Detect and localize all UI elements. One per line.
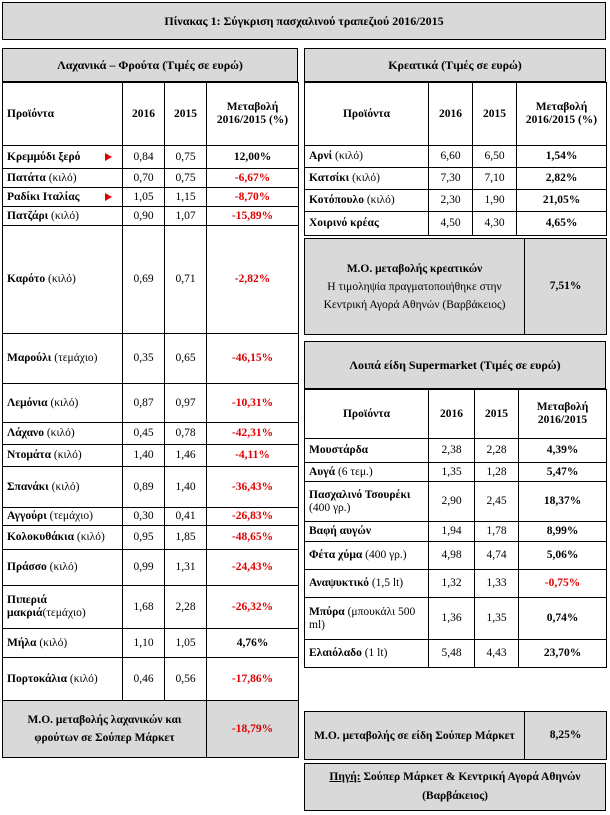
product-unit: (τεμάχιο) [51,352,98,364]
header-product: Προϊόντα [305,83,429,146]
price-2015: 0,71 [165,226,207,334]
meat-table [304,82,607,236]
price-2016: 1,94 [429,522,475,542]
change-percent: -10,31% [207,384,299,423]
vegetables-row [3,423,299,445]
header-change: Μεταβολή 2016/2015 (%) [517,83,607,146]
product-name [305,570,429,598]
product-name [3,629,123,658]
price-2015: 1,78 [475,522,519,542]
change-percent: -8,70% [207,188,299,207]
vegetables-row [3,188,299,207]
change-percent: -4,11% [207,445,299,467]
source-label: Πηγή: [329,771,361,783]
supermarket-row [305,522,607,542]
product-label: Μουστάρδα [309,444,369,456]
product-unit: (μπουκάλι 500 ml) [309,605,416,631]
product-label: Καρότο [7,273,46,285]
product-label: Ντομάτα [7,449,52,461]
change-percent: -0,75% [519,570,607,598]
product-name [3,445,123,467]
price-2015: 1,15 [165,188,207,207]
product-label: Κατσίκι [309,172,350,184]
product-label: Βαφή αυγών [309,525,371,537]
price-2016: 0,87 [123,384,165,423]
product-label: Πιπεριά μακριά [7,594,47,619]
vegetables-table [2,82,299,758]
meat-row [305,212,607,236]
supermarket-row [305,482,607,522]
price-2016: 0,70 [123,169,165,188]
price-2016: 0,46 [123,658,165,701]
price-2015: 2,45 [475,482,519,522]
price-2015: 2,28 [475,439,519,463]
price-2015: 1,28 [475,463,519,482]
price-2015: 0,56 [165,658,207,701]
price-2016: 4,50 [429,212,473,236]
product-name [3,188,123,207]
product-name [3,423,123,445]
product-name [305,463,429,482]
product-label: Αγγούρι [7,510,47,522]
price-2016: 2,30 [429,190,473,212]
change-percent: 5,47% [519,463,607,482]
change-percent: 12,00% [207,146,299,169]
price-2016: 0,90 [123,207,165,226]
price-2015: 4,30 [473,212,517,236]
table-title [2,2,606,40]
price-2015: 1,40 [165,467,207,508]
product-unit: (κιλό) [36,636,68,649]
product-label: Ραδίκι Ιταλίας [7,190,80,203]
vegetables-row [3,169,299,188]
meat-average-value: 7,51% [525,239,607,335]
vegetables-row [3,226,299,334]
product-name [305,146,429,168]
product-label: Κολοκυθάκια [7,531,75,543]
vegetables-row [3,384,299,423]
change-percent: 4,76% [207,629,299,658]
header-2015: 2015 [473,83,517,146]
product-label: Κοτόπουλο [309,194,364,206]
product-name [3,550,123,586]
product-unit: (κιλό) [48,209,79,222]
header-change: Μεταβολή 2016/2015 [519,390,607,439]
product-unit: (400 γρ.) [362,549,407,561]
header-product: Προϊόντα [3,83,123,146]
price-2015: 0,78 [165,423,207,445]
price-2016: 0,99 [123,550,165,586]
product-unit: (κιλό) [43,427,75,439]
price-2016: 0,89 [123,467,165,508]
change-percent: 23,70% [519,640,607,668]
price-2015: 1,90 [473,190,517,212]
supermarket-row [305,542,607,570]
product-unit: (1 lt) [361,647,388,659]
supermarket-row [305,439,607,463]
meat-header-row [305,83,607,146]
price-2016: 7,30 [429,168,473,190]
vegetables-average-row [3,701,299,758]
product-label: Σπανάκι [7,480,49,493]
change-percent: 1,54% [517,146,607,168]
product-name [3,226,123,334]
change-percent: 2,82% [517,168,607,190]
price-2016: 1,05 [123,188,165,207]
vegetables-row [3,658,299,701]
supermarket-average-value: 8,25% [525,712,607,760]
vegetables-row [3,467,299,508]
price-2016: 0,35 [123,334,165,384]
vegetables-row [3,629,299,658]
change-percent: -26,83% [207,508,299,526]
product-label: Μήλα [7,636,37,649]
vegetables-row [3,334,299,384]
supermarket-row [305,598,607,640]
header-2016: 2016 [123,83,165,146]
product-name [3,169,123,188]
supermarket-average [304,711,607,760]
vegetables-row [3,146,299,169]
vegetables-row [3,526,299,550]
price-2016: 2,38 [429,439,475,463]
vegetables-row [3,508,299,526]
red-triangle-icon [105,153,112,161]
meat-section-title: Κρεατικά (Τιμές σε ευρώ) [304,48,606,82]
table-title-text: Πίνακας 1: Σύγκριση πασχαλινού τραπεζιού 2016/2015 [164,13,444,28]
price-2016: 5,48 [429,640,475,668]
header-2015: 2015 [165,83,207,146]
price-2015: 4,43 [475,640,519,668]
price-2015: 0,41 [165,508,207,526]
price-2015: 1,35 [475,598,519,640]
change-percent: 0,74% [519,598,607,640]
change-percent: 8,99% [519,522,607,542]
change-percent: -2,82% [207,226,299,334]
change-percent: -48,65% [207,526,299,550]
product-unit: (κιλό) [45,171,77,184]
header-change: Μεταβολή 2016/2015 (%) [207,83,299,146]
product-label: Κρεμμύδι ξερό [7,150,81,163]
vegetables-section-title: Λαχανικά – Φρούτα (Τιμές σε ευρώ) [2,48,298,82]
product-name [305,542,429,570]
header-2016: 2016 [429,390,475,439]
product-label: Μαρούλι [7,352,52,364]
vegetables-average-value: -18,79% [207,701,299,758]
price-2015: 1,46 [165,445,207,467]
header-product: Προϊόντα [305,390,429,439]
meat-average-label: Μ.Ο. μεταβολής κρεατικών Η τιμοληψία πραγματοποιήθηκε στην Κεντρική Αγορά Αθηνών (Βαρβάκειος) [305,239,525,335]
change-percent: -17,86% [207,658,299,701]
supermarket-table [304,389,607,668]
product-name [3,467,123,508]
change-percent: -6,67% [207,169,299,188]
price-2015: 6,50 [473,146,517,168]
change-percent: -36,43% [207,467,299,508]
price-2016: 2,90 [429,482,475,522]
change-percent: 4,39% [519,439,607,463]
product-name [3,526,123,550]
change-percent: -42,31% [207,423,299,445]
change-percent: -46,15% [207,334,299,384]
supermarket-section-title: Λοιπά είδη Supermarket (Τιμές σε ευρώ) [304,341,606,389]
product-label: Αναψυκτικό [309,577,369,589]
change-percent: -24,43% [207,550,299,586]
product-unit: (400 γρ.) [309,501,351,514]
product-name [305,212,429,236]
price-2016: 0,84 [123,146,165,169]
product-unit: (κιλό) [332,150,363,162]
price-2015: 0,97 [165,384,207,423]
product-unit: (κιλό) [47,396,79,409]
product-name [3,334,123,384]
price-2015: 2,28 [165,586,207,629]
product-name [305,598,429,640]
product-label: Χοιρινό κρέας [309,217,379,229]
price-2015: 1,85 [165,526,207,550]
product-name [3,146,123,169]
product-name [305,168,429,190]
change-percent: -15,89% [207,207,299,226]
product-unit: (κιλό) [363,194,395,206]
price-2016: 1,35 [429,463,475,482]
red-triangle-icon [105,193,112,201]
product-name [3,586,123,629]
product-name [305,439,429,463]
price-2015: 0,75 [165,146,207,169]
product-name [305,522,429,542]
supermarket-average-label: Μ.Ο. μεταβολής σε είδη Σούπερ Μάρκετ [305,712,525,760]
product-name [3,658,123,701]
price-2016: 1,40 [123,445,165,467]
price-2016: 0,45 [123,423,165,445]
product-label: Μπύρα [309,605,345,618]
product-unit: (κιλό) [48,480,80,493]
product-label: Ελαιόλαδο [309,647,362,659]
product-unit: (τεμάχιο) [46,510,93,522]
price-2015: 4,74 [475,542,519,570]
product-unit: (κιλό) [74,531,105,543]
price-2015: 0,65 [165,334,207,384]
price-2015: 1,33 [475,570,519,598]
price-2016: 1,32 [429,570,475,598]
supermarket-row [305,463,607,482]
product-label: Πορτοκάλια [7,672,68,685]
product-label: Λεμόνια [7,396,48,409]
vegetables-average-label: Μ.Ο. μεταβολής λαχανικών και φρούτων σε Σούπερ Μάρκετ [3,701,207,758]
source-note [304,763,606,811]
product-name [305,640,429,668]
change-percent: 4,65% [517,212,607,236]
supermarket-row [305,640,607,668]
price-2015: 1,05 [165,629,207,658]
product-unit: (κιλό) [67,672,98,685]
price-2016: 6,60 [429,146,473,168]
price-2016: 1,68 [123,586,165,629]
header-2016: 2016 [429,83,473,146]
product-unit: (κιλό) [349,172,380,184]
price-2016: 0,69 [123,226,165,334]
meat-row [305,146,607,168]
price-2016: 1,36 [429,598,475,640]
price-2016: 0,30 [123,508,165,526]
product-name [305,482,429,522]
meat-row [305,168,607,190]
price-2015: 0,75 [165,169,207,188]
meat-row [305,190,607,212]
product-label: Πατάτα [7,171,46,184]
product-label: Πατζάρι [7,209,49,222]
product-label: Πασχαλινό Τσουρέκι [309,488,411,501]
meat-average [304,238,607,335]
product-name [3,384,123,423]
vegetables-row [3,445,299,467]
product-name [305,190,429,212]
price-2016: 4,98 [429,542,475,570]
price-2016: 1,10 [123,629,165,658]
product-unit: (κιλό) [51,449,82,461]
product-label: Λάχανο [7,427,44,439]
vegetables-row [3,586,299,629]
change-percent: 18,37% [519,482,607,522]
supermarket-header-row [305,390,607,439]
header-2015: 2015 [475,390,519,439]
price-2016: 0,95 [123,526,165,550]
vegetables-row [3,207,299,226]
product-unit: (κιλό) [46,561,78,573]
product-label: Αυγά [309,465,336,478]
product-unit: (1,5 lt) [368,577,404,589]
product-name [3,207,123,226]
supermarket-row [305,570,607,598]
price-2015: 1,07 [165,207,207,226]
price-2015: 1,31 [165,550,207,586]
product-label: Φέτα χύμα [309,549,363,561]
change-percent: -26,32% [207,586,299,629]
change-percent: 21,05% [517,190,607,212]
vegetables-header-row [3,83,299,146]
source-text: Σούπερ Μάρκετ & Κεντρική Αγορά Αθηνών (Βαρβάκειος) [363,771,581,802]
product-label: Πράσσο [7,561,47,573]
price-2015: 7,10 [473,168,517,190]
product-unit: (τεμάχιο) [42,607,86,619]
vegetables-row [3,550,299,586]
product-unit: (κιλό) [45,273,76,285]
product-name [3,508,123,526]
change-percent: 5,06% [519,542,607,570]
product-unit: (6 τεμ.) [335,465,373,478]
product-label: Αρνί [309,150,333,162]
